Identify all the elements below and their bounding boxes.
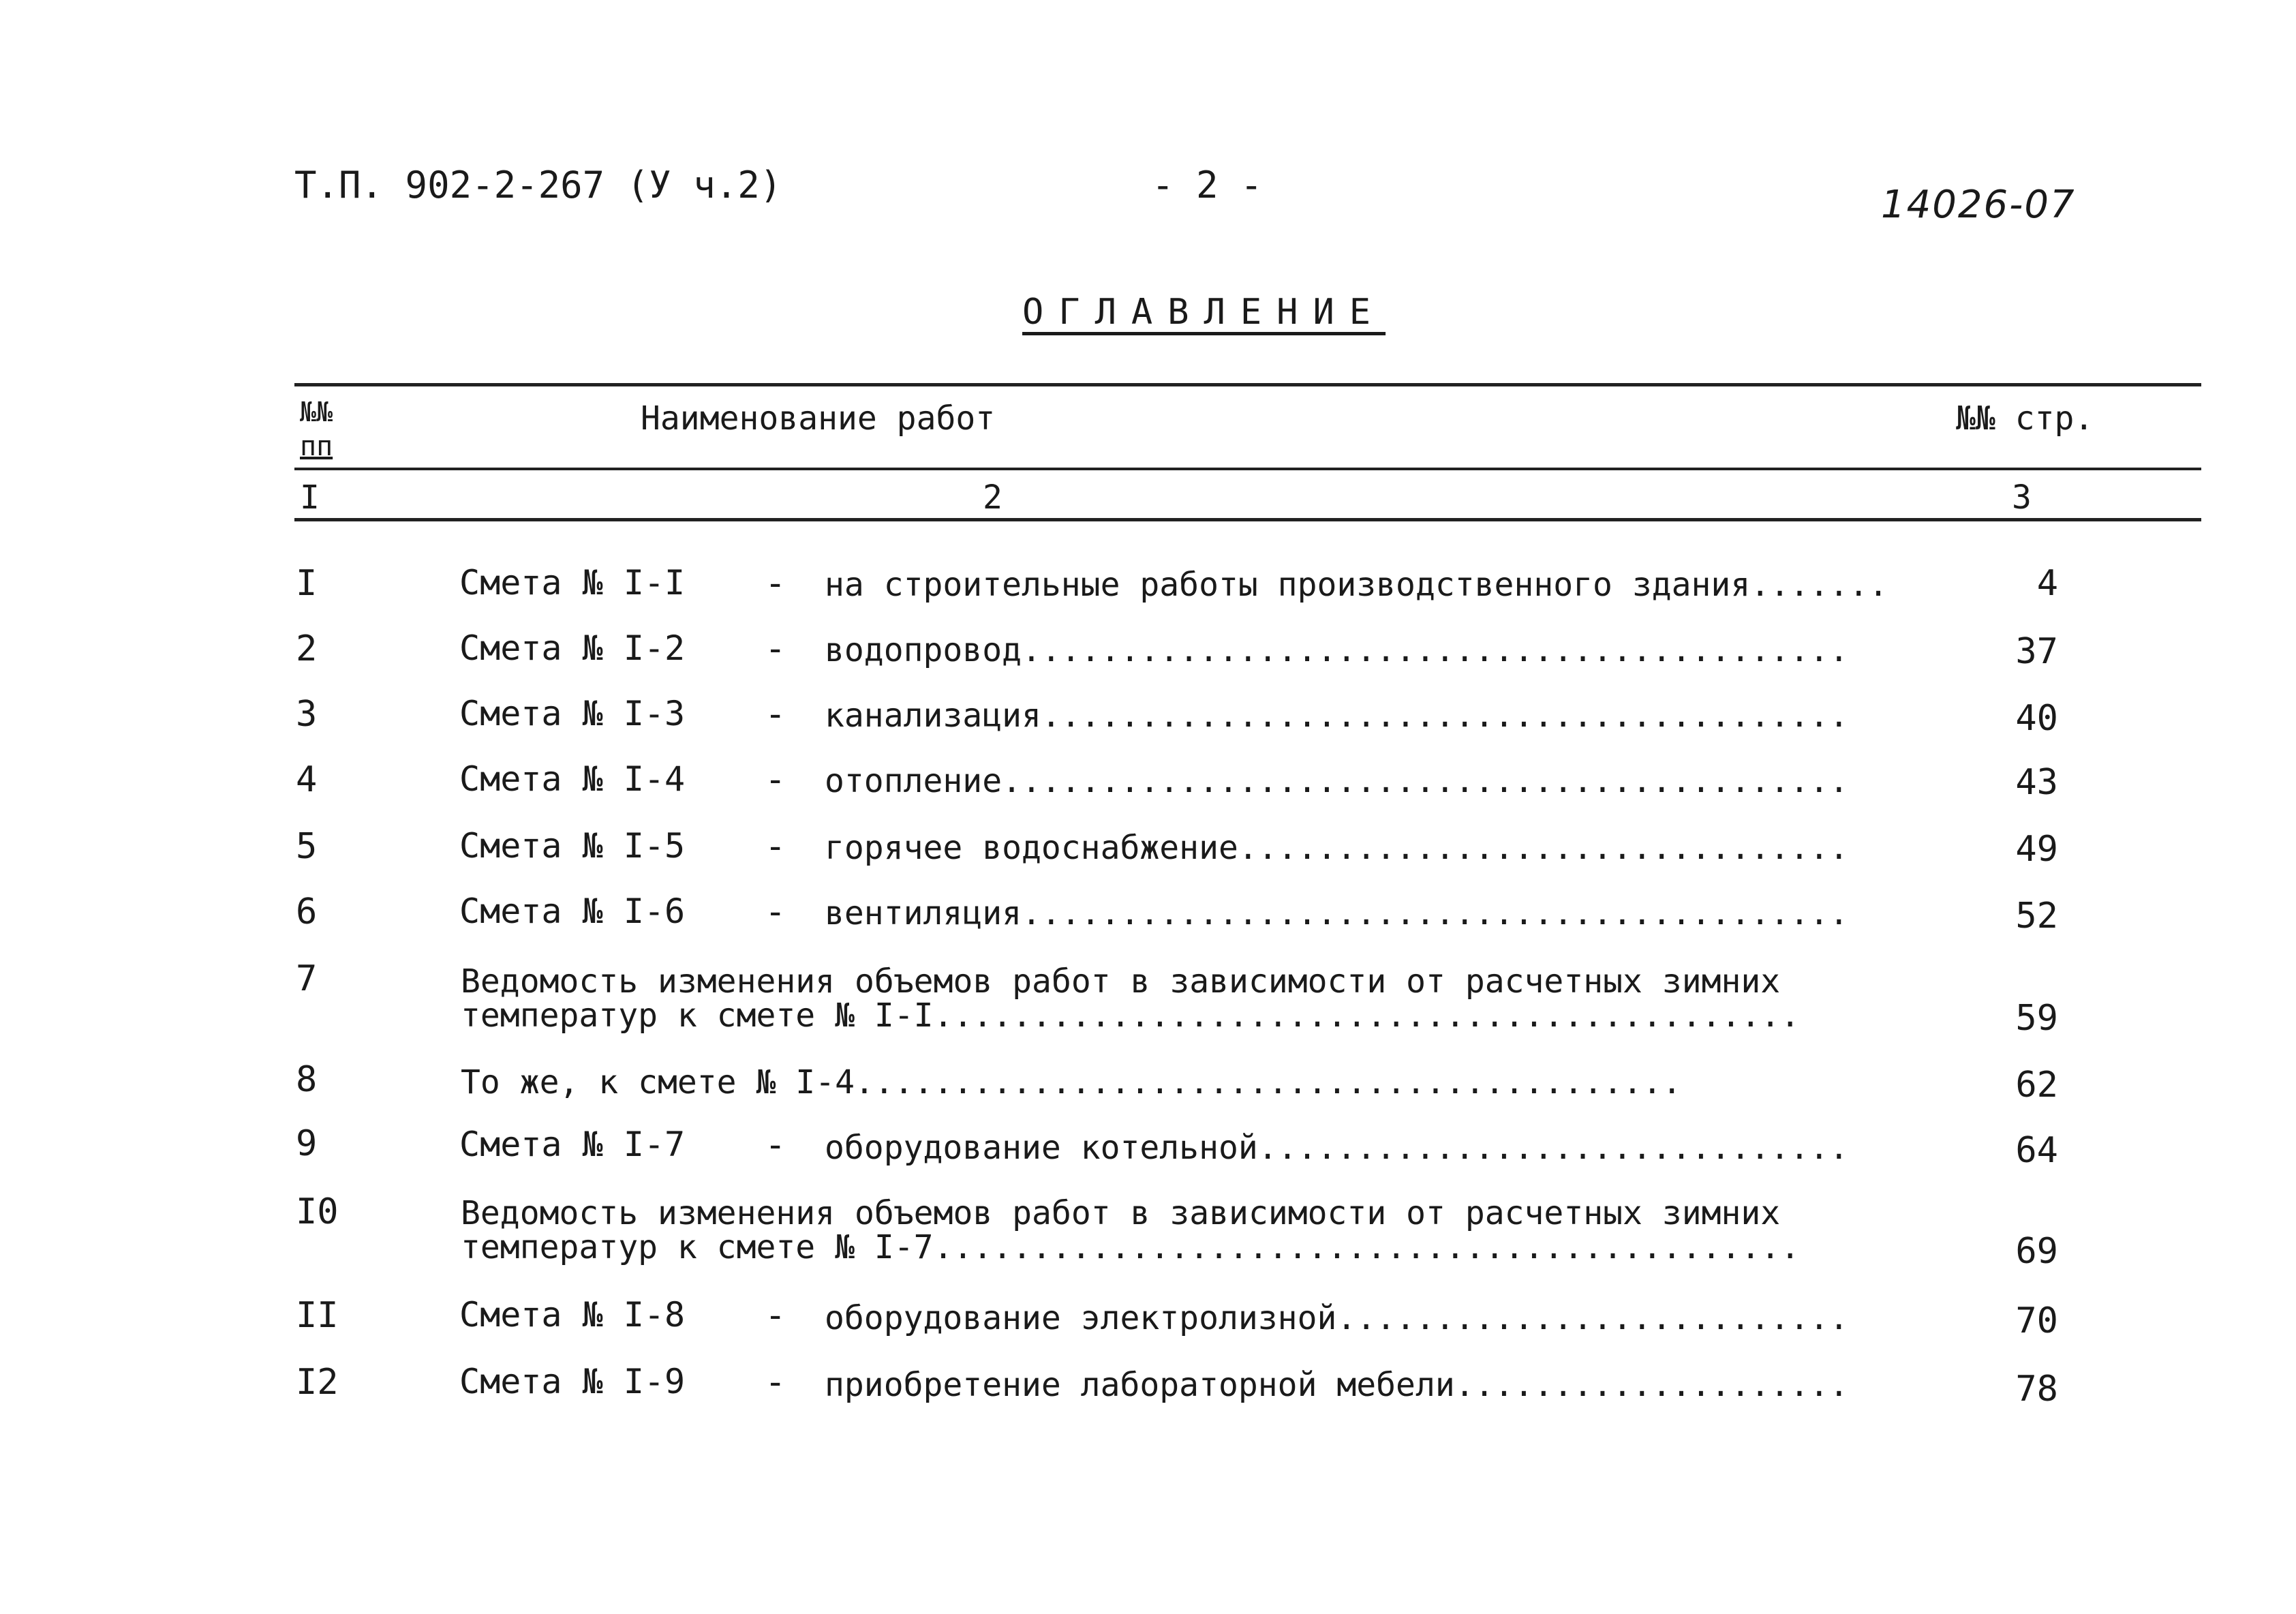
row-text-line-2: температур к смете № I-I............................................ (461, 996, 1801, 1035)
row-page: 62 (2015, 1065, 2058, 1106)
row-description: водопровод.......................................... (825, 631, 1849, 669)
row-page: 52 (2015, 896, 2058, 937)
row-page: 70 (2015, 1300, 2058, 1341)
row-number: 8 (296, 1059, 318, 1100)
row-description: приобретение лабораторной мебели.................... (825, 1366, 1849, 1404)
row-page: 78 (2015, 1369, 2058, 1410)
page-marker: - 2 - (1152, 164, 1263, 207)
row-dash: - (765, 892, 786, 932)
col-number-2: 2 (983, 478, 1002, 517)
estimate-ref: Смета № I-6 (459, 892, 686, 931)
estimate-ref: Смета № I-4 (459, 759, 686, 799)
row-text-line-1: Ведомость изменения объемов работ в зависимости от расчетных зимних (461, 962, 1781, 1001)
row-text-line-1: То же, к смете № I-4.......................................... (461, 1063, 1682, 1101)
col-number-1: I (300, 478, 320, 517)
row-description: оборудование электролизной.......................... (825, 1299, 1849, 1337)
row-description: горячее водоснабжение............................... (825, 829, 1849, 867)
row-page: 40 (2015, 698, 2058, 739)
archive-stamp: 14026-07 (1881, 183, 2076, 227)
col-page-header: №№ стр. (1956, 399, 2094, 438)
col-num-header-sub: пп (300, 431, 333, 462)
row-number: 6 (296, 892, 318, 932)
col-num-header: №№ (300, 397, 333, 428)
row-dash: - (765, 1295, 786, 1336)
row-dash: - (765, 759, 786, 800)
row-text-line-1: Ведомость изменения объемов работ в зависимости от расчетных зимних (461, 1194, 1781, 1232)
doc-code: Т.П. 902-2-267 (У ч.2) (294, 164, 782, 207)
table-header-rule (294, 468, 2201, 470)
row-page: 37 (2015, 631, 2058, 672)
estimate-ref: Смета № I-3 (459, 694, 686, 733)
table-colnum-rule (294, 518, 2201, 521)
row-number: 9 (296, 1123, 318, 1164)
estimate-ref: Смета № I-9 (459, 1362, 686, 1401)
row-number: I2 (296, 1362, 339, 1403)
row-number: 3 (296, 694, 318, 735)
col-number-3: 3 (2012, 478, 2032, 517)
row-number: 4 (296, 759, 318, 800)
page-title: ОГЛАВЛЕНИЕ (1022, 292, 1386, 333)
row-dash: - (765, 1125, 786, 1166)
row-description: канализация......................................... (825, 697, 1849, 735)
row-page: 49 (2015, 829, 2058, 870)
estimate-ref: Смета № I-5 (459, 826, 686, 866)
estimate-ref: Смета № I-I (459, 563, 686, 603)
row-dash: - (765, 628, 786, 669)
row-page: 43 (2015, 762, 2058, 803)
row-description: вентиляция.......................................... (825, 894, 1849, 932)
row-page: 4 (2036, 563, 2058, 604)
row-number: 7 (296, 958, 318, 999)
row-text-line-2: температур к смете № I-7............................................ (461, 1228, 1801, 1266)
estimate-ref: Смета № I-2 (459, 628, 686, 668)
row-number: I0 (296, 1191, 339, 1232)
row-page: 69 (2015, 1231, 2058, 1272)
col-name-header: Наименование работ (641, 399, 996, 438)
table-top-rule (294, 383, 2201, 386)
row-dash: - (765, 694, 786, 735)
row-description: отопление........................................... (825, 762, 1849, 800)
row-page: 64 (2015, 1130, 2058, 1171)
estimate-ref: Смета № I-8 (459, 1295, 686, 1335)
row-number: II (296, 1295, 339, 1336)
row-dash: - (765, 1362, 786, 1403)
row-dash: - (765, 826, 786, 867)
estimate-ref: Смета № I-7 (459, 1125, 686, 1164)
row-number: 5 (296, 826, 318, 867)
row-page: 59 (2015, 998, 2058, 1039)
row-number: 2 (296, 628, 318, 669)
row-number: I (296, 563, 318, 604)
row-description: оборудование котельной.............................. (825, 1129, 1849, 1167)
row-dash: - (765, 563, 786, 604)
row-description: на строительные работы производственного здания....... (825, 566, 1888, 604)
